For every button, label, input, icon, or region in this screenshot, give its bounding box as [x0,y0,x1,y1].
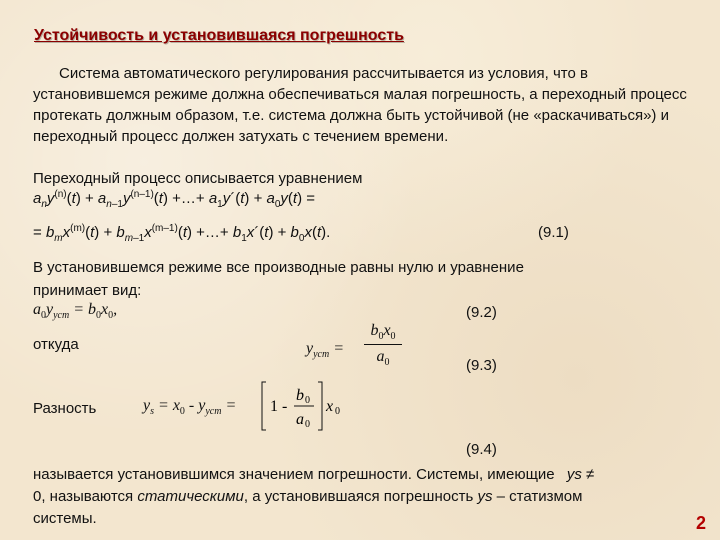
equation-9-4-lhs: $y_s = x_0 - y_{уст}$ = [143,397,237,418]
equation-number-9-1: (9.1) [538,224,569,241]
equation-9-1-lhs: $a_ny^{(n)}(t) + a_{n-1}y^{(n-1)}(t)$ +…+ $a_1y´(t) + a_0y(t)$ = [33,189,316,210]
final-line-2-text-c: , а установившаяся погрешность [243,488,474,505]
steady-state-text-line1: В установившемся режиме все производные равны нулю и уравнение [33,259,524,276]
equation-number-9-4: (9.4) [466,441,497,458]
svg-text:x: x [326,398,334,415]
ys-not-zero: ys ≠ [566,466,595,483]
final-line-1-text: называется установившимся значением погрешности. Системы, имеющие [33,466,555,483]
raznost-text: Разность [33,400,97,417]
final-line-2-text-e: – статизмом [496,488,583,505]
otkuda-text: откуда [33,336,79,353]
svg-text:1 -: 1 - [270,398,288,415]
intro-paragraph: Система автоматического регулирования рассчитывается из условия, что в установившемся режиме должна обеспечиваться малая погрешность, а переходный процесс протекать должным образом, т.е. система должна быть устойчивой (не «раскачиваться») и переходный процесс должен затухать с течением времени. [33,65,687,145]
svg-text:0: 0 [305,419,310,430]
equation-number-9-3: (9.3) [466,357,497,374]
static-term: статическими [137,488,244,505]
svg-text:a: a [296,411,304,428]
equation-9-1-rhs: = $b_mx^{(m)}(t) + b_{m-1}x^{(m-1)}(t)$ +…+ $b_1x´(t) + b_0x(t)$. [33,223,331,244]
equation-9-2: $a_0y_{уст} = b_0x_0$, [33,301,118,322]
equation-9-3-lhs: $y_{уст}$ = [306,340,345,361]
equation-9-4-rhs [258,378,348,434]
transition-process-text: Переходный процесс описывается уравнением [33,170,363,187]
slide-title: Устойчивость и установившаяся погрешность [34,27,404,44]
final-line-1 [33,464,594,485]
ys-term: ys [477,488,493,505]
final-line-3: системы. [33,510,97,527]
page-number: 2 [695,513,706,533]
steady-state-text-line2: принимает вид: [33,282,142,299]
final-line-2-text-a: 0, называются [33,488,134,505]
svg-text:b: b [296,387,304,404]
svg-text:0: 0 [335,406,340,417]
svg-text:0: 0 [305,395,310,406]
equation-9-3-denominator: $a_0$ [376,348,390,369]
equation-number-9-2: (9.2) [466,304,497,321]
equation-9-3-numerator: $b_0x_0$ [370,322,396,343]
equation-9-3-fraction-bar [364,344,402,345]
final-line-2 [33,486,582,507]
